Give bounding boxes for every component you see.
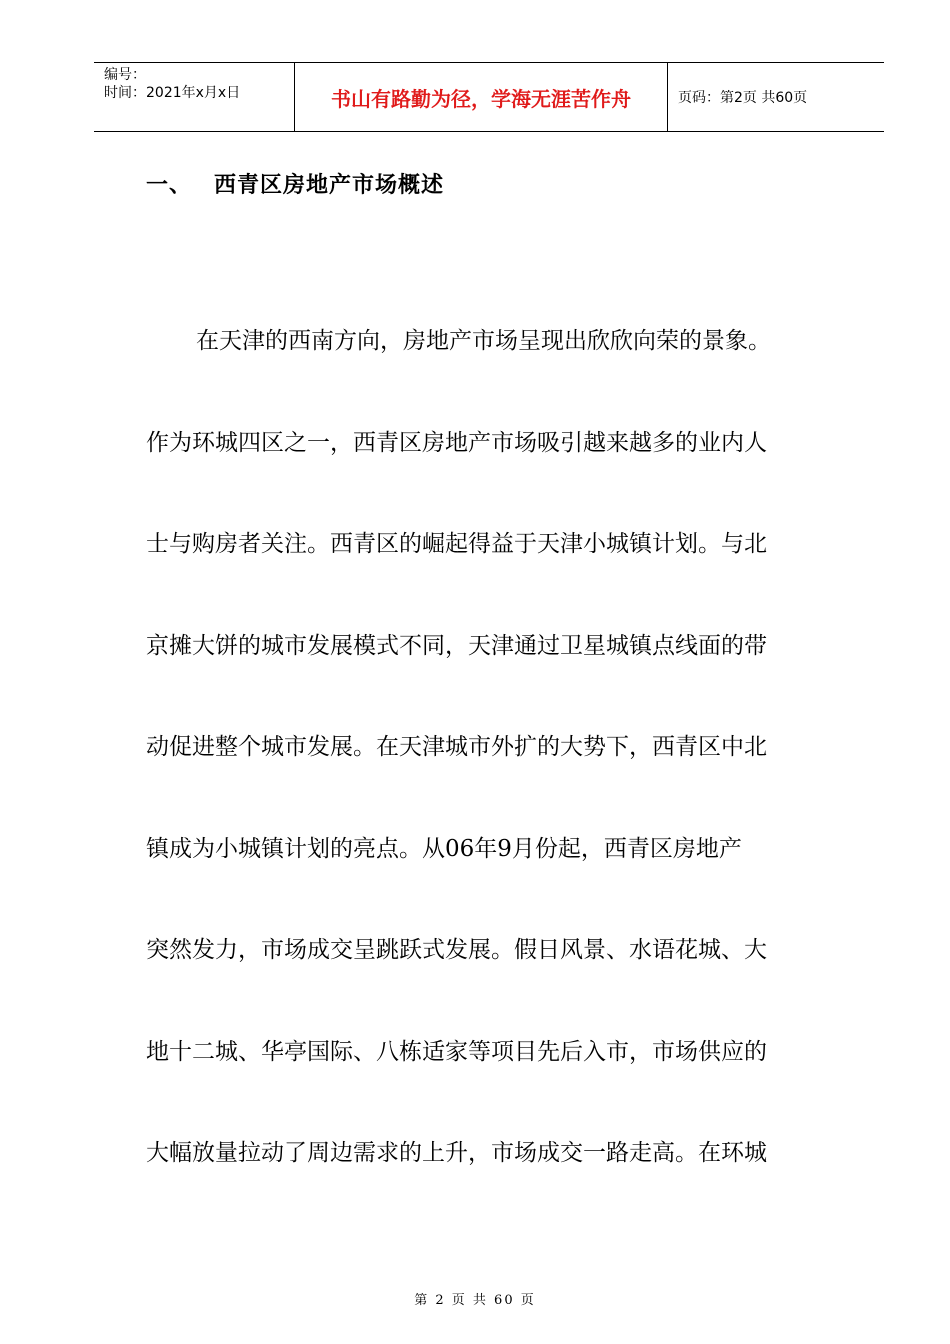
body-line: 镇成为小城镇计划的亮点。从06年9月份起，西青区房地产 bbox=[146, 835, 742, 862]
section-heading bbox=[146, 168, 444, 199]
code-label: 编号： bbox=[104, 67, 146, 83]
body-line: 在天津的西南方向，房地产市场呈现出欣欣向荣的景象。 bbox=[196, 328, 771, 354]
body-line: 突然发力，市场成交呈跳跃式发展。假日风景、水语花城、大 bbox=[146, 937, 767, 963]
page-info: 页码：第2页 共60页 bbox=[678, 90, 808, 106]
body-line: 地十二城、华亭国际、八栋适家等项目先后入市，市场供应的 bbox=[146, 1038, 767, 1065]
header-meta-cell bbox=[94, 63, 295, 131]
body-line: 大幅放量拉动了周边需求的上升，市场成交一路走高。在环城 bbox=[146, 1140, 767, 1166]
body-line: 作为环城四区之一，西青区房地产市场吸引越来越多的业内人 bbox=[146, 429, 767, 456]
header-page-cell bbox=[668, 63, 884, 131]
body-line: 士与购房者关注。西青区的崛起得益于天津小城镇计划。与北 bbox=[146, 531, 767, 557]
body-paragraph bbox=[146, 318, 846, 1232]
document-header bbox=[94, 62, 884, 132]
header-motto-cell bbox=[295, 63, 668, 131]
section-title: 西青区房地产市场概述 bbox=[214, 173, 445, 198]
section-number: 一、 bbox=[146, 173, 193, 198]
page-footer bbox=[0, 1289, 950, 1308]
motto-text: 书山有路勤为径，学海无涯苦作舟 bbox=[331, 86, 631, 111]
body-line: 动促进整个城市发展。在天津城市外扩的大势下，西青区中北 bbox=[146, 734, 767, 760]
time-label: 时间：2021年x月x日 bbox=[104, 85, 241, 101]
body-line: 京摊大饼的城市发展模式不同，天津通过卫星城镇点线面的带 bbox=[146, 632, 767, 659]
footer-page-number: 第 2 页 共 60 页 bbox=[414, 1293, 536, 1308]
